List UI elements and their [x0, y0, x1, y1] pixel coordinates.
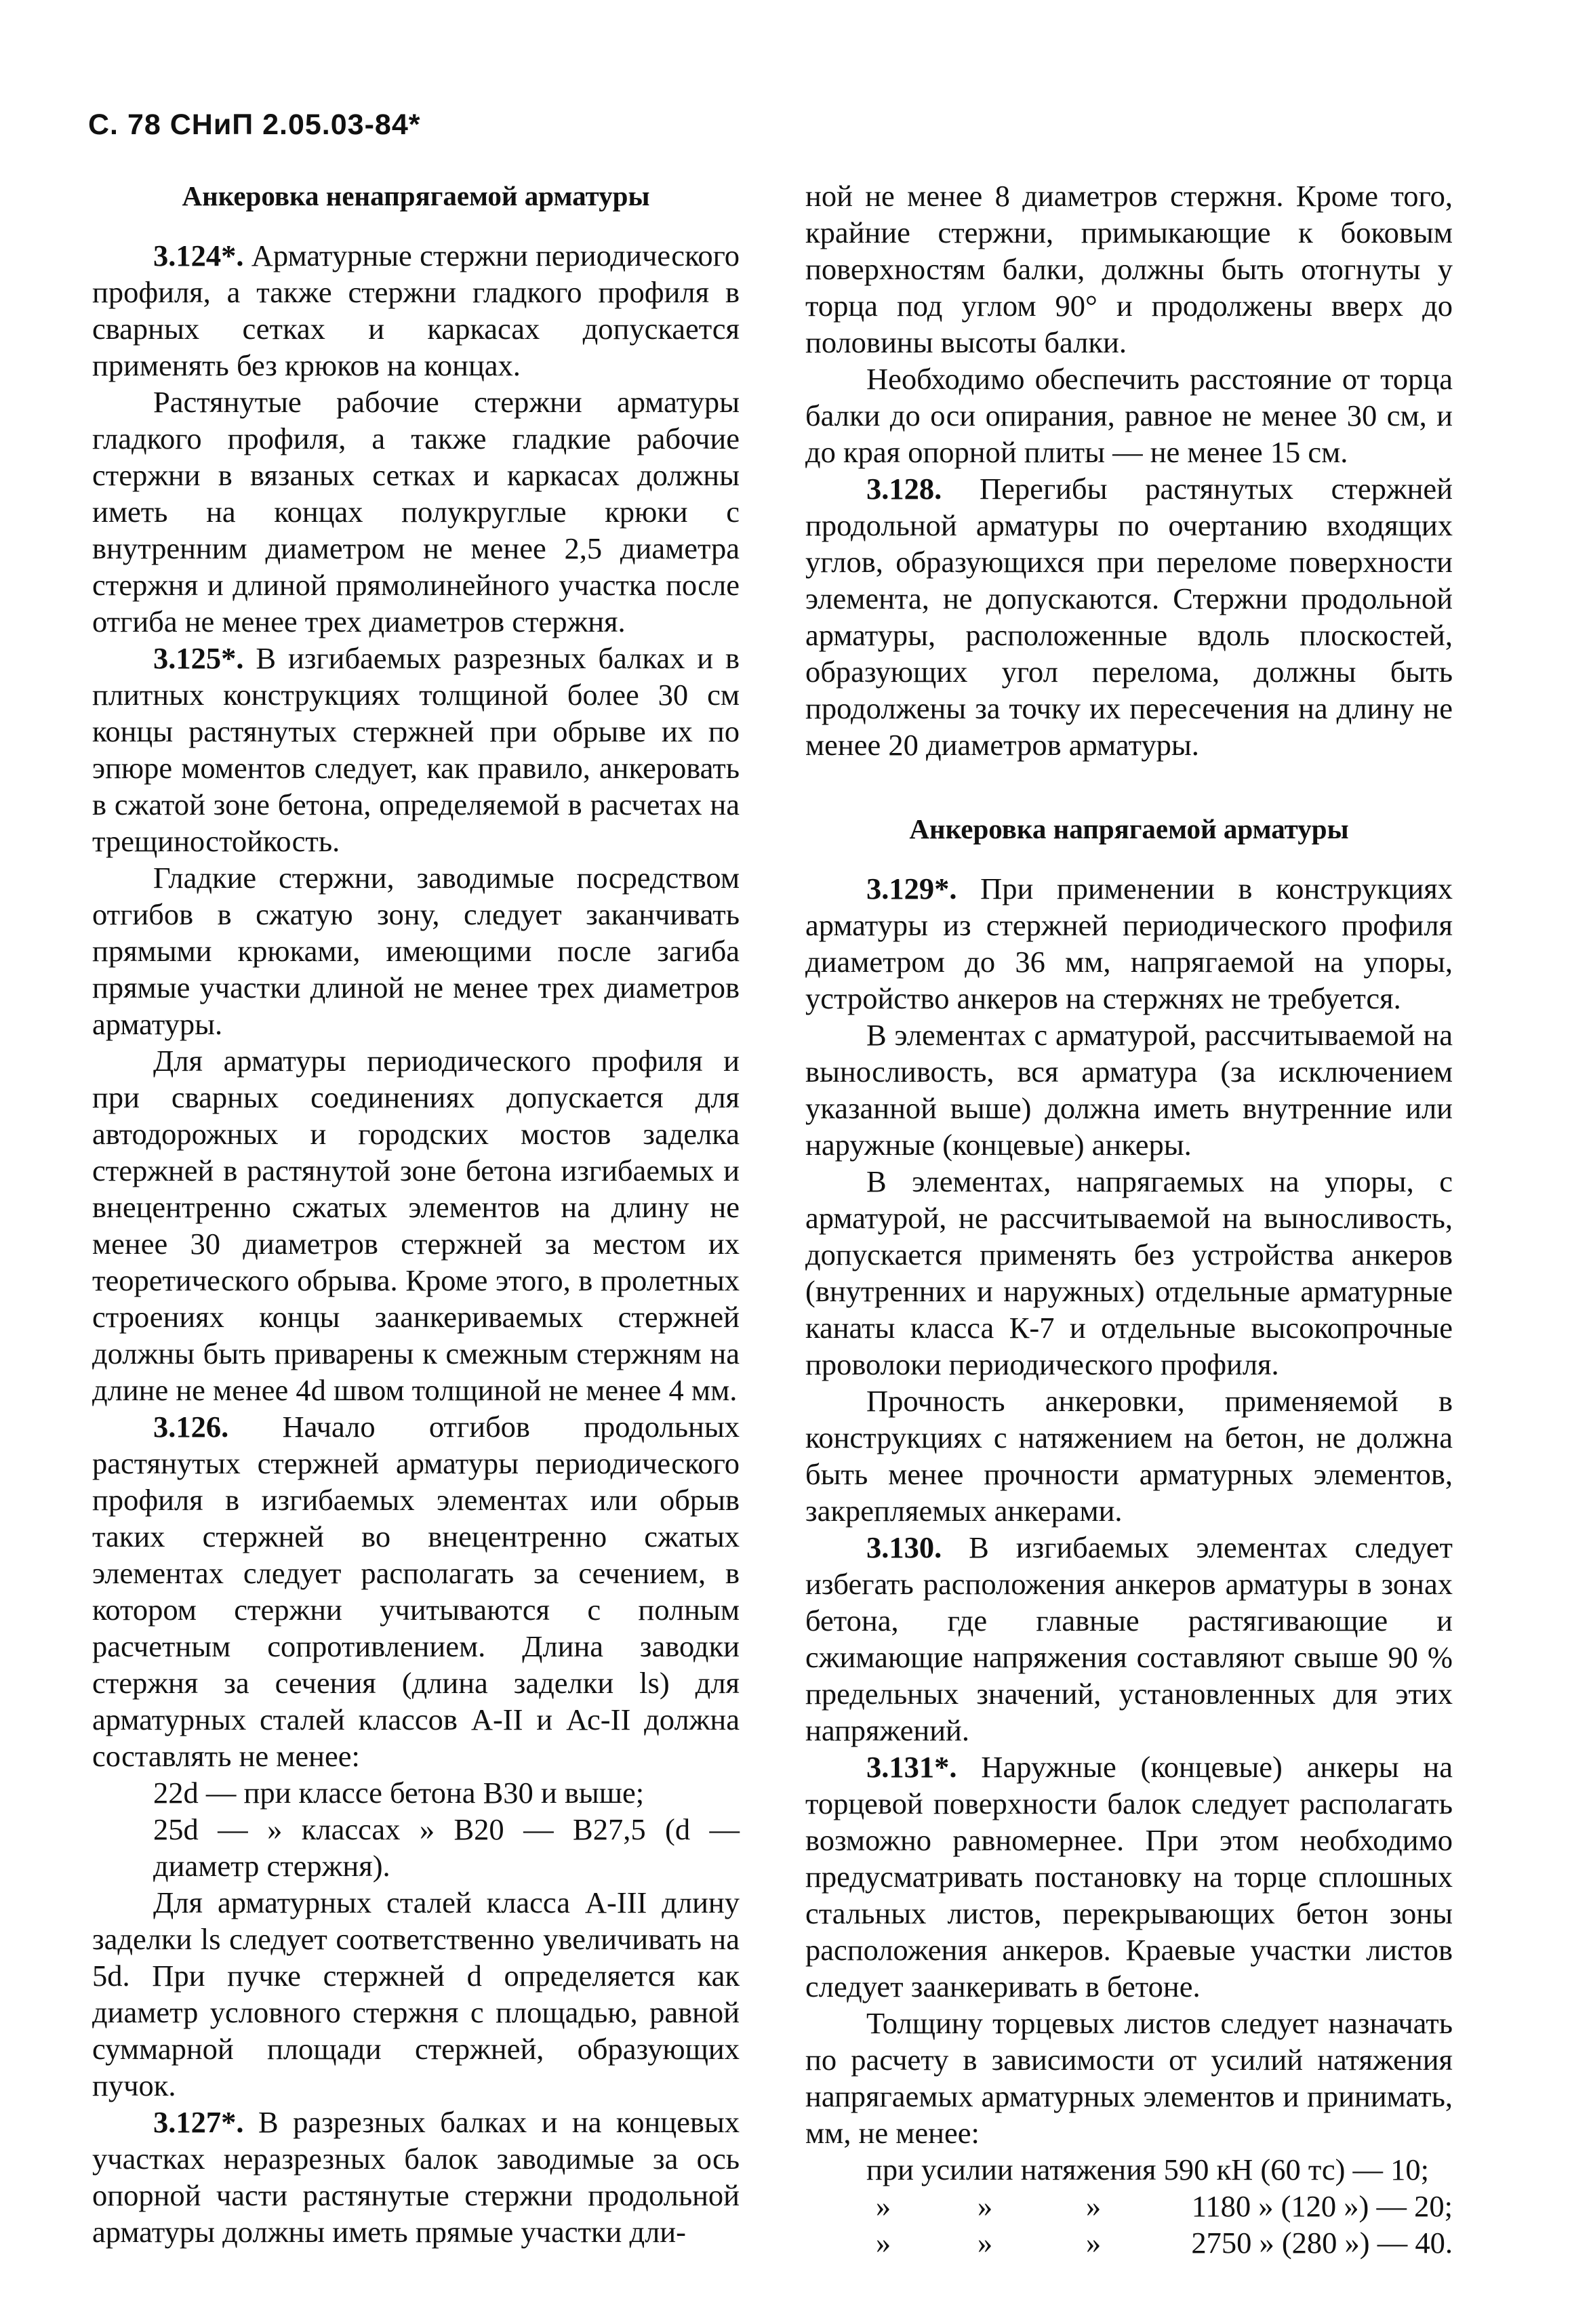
table-row: [805, 2224, 1453, 2261]
paragraph-3-128: [805, 470, 1453, 763]
paragraph-3-129: [805, 870, 1453, 1017]
table-cell: »: [875, 2226, 891, 2260]
paragraph-text: В разрезных балках и на концевых участках неразрезных балок заводимые за ось опорной части растянутые стержни продольной арматуры должны иметь прямые участки дли-: [92, 2105, 740, 2249]
plate-thickness-table: [805, 2151, 1453, 2261]
page-header: С. 78 СНиП 2.05.03-84*: [88, 108, 421, 141]
paragraph: Толщину торцевых листов следует назначать по расчету в зависимости от усилий натяжения напрягаемых арматурных элементов и принимать, мм, не менее:: [805, 2006, 1453, 2150]
paragraph-3-125: [92, 640, 740, 859]
table-cell: при усилии натяжения 590 кН (60 тс) — 10;: [866, 2153, 1430, 2186]
paragraph-text: Начало отгибов продольных растянутых стержней арматуры периодического профиля в изгибаемых элементах или обрыв таких стержней во внецентренно сжатых элементах следует располагать за сечением, в котором стержни учитываются с полным расчетным сопротивлением. Длина заводки стержня за сечения (длина заделки ls) для арматурных сталей классов А-II и Ас-II должна составлять не менее:: [92, 1410, 740, 1773]
paragraph: В элементах с арматурой, рассчитываемой на выносливость, вся арматура (за исключением указанной выше) должна иметь внутренние или наружные (концевые) анкеры.: [805, 1018, 1453, 1162]
clause-number: 3.126.: [153, 1410, 229, 1444]
clause-number: 3.130.: [866, 1530, 942, 1564]
clause-number: 3.128.: [866, 472, 942, 506]
section-heading-prestressed: Анкеровка напрягаемой арматуры: [909, 813, 1349, 844]
clause-number: 3.127*.: [153, 2105, 244, 2139]
table-cell: 1180 » (120 ») — 20;: [1191, 2189, 1453, 2223]
paragraph: Необходимо обеспечить расстояние от торца балки до оси опирания, равное не менее 30 см, и до края опорной плиты — не менее 15 см.: [805, 362, 1453, 469]
table-row: [805, 2151, 1453, 2188]
table-cell: 2750 » (280 ») — 40.: [1191, 2226, 1453, 2260]
paragraph: Гладкие стержни, заводимые посредством отгибов в сжатую зону, следует заканчивать прямыми крюками, имеющими после загиба прямые участки длиной не менее трех диаметров арматуры.: [92, 861, 740, 1041]
clause-number: 3.131*.: [866, 1750, 957, 1784]
paragraph-text: Наружные (концевые) анкеры на торцевой поверхности балок следует располагать возможно равномернее. При этом необходимо предусматривать постановку на торце сплошных стальных листов, перекрывающих бетон зоны расположения анкеров. Краевые участки листов следует заанкеривать в бетоне.: [805, 1750, 1453, 2003]
paragraph-text: Перегибы растянутых стержней продольной арматуры по очертанию входящих углов, образующихся при переломе поверхности элемента, не допускаются. Стержни продольной арматуры, расположенные вдоль плоскостей, образующих угол перелома, должны быть продолжены за точку их пересечения на длину не менее 20 диаметров арматуры.: [805, 472, 1453, 762]
list-line: 25d — » классах » В20 — В27,5 (d — диаметр стержня).: [153, 1812, 740, 1883]
paragraph-text: При применении в конструкциях арматуры из стержней периодического профиля диаметром до 36 мм, напрягаемой на упоры, устройство анкеров на стержнях не требуется.: [805, 872, 1453, 1015]
paragraph-text: В изгибаемых элементах следует избегать расположения анкеров арматуры в зонах бетона, где главные растягивающие и сжимающие напряжения составляют свыше 90 % предельных значений, установленных для этих напряжений.: [805, 1530, 1453, 1747]
table-cell: »: [977, 2189, 993, 2223]
paragraph-continued: ной не менее 8 диаметров стержня. Кроме того, крайние стержни, примыкающие к боковым поверхностям балки, должны быть отогнуты у торца под углом 90° и продолжены вверх до половины высоты балки.: [805, 179, 1453, 359]
table-cell: »: [875, 2189, 891, 2223]
paragraph-3-126: [92, 1408, 740, 1774]
clause-number: 3.125*.: [153, 641, 244, 675]
clause-number: 3.124*.: [153, 239, 244, 272]
paragraph-3-127: [92, 2104, 740, 2250]
paragraph-3-131: [805, 1749, 1453, 2005]
table-cell: »: [1085, 2226, 1102, 2260]
paragraph-text: В изгибаемых разрезных балках и в плитных конструкциях толщиной более 30 см концы растянутых стержней при обрыве их по эпюре моментов следует, как правило, анкеровать в сжатой зоне бетона, определяемой в расчетах на трещиностойкость.: [92, 641, 740, 858]
paragraph: Для арматурных сталей класса А-III длину заделки ls следует соответственно увеличивать на 5d. При пучке стержней d определяется как диаметр условного стержня с площадью, равной суммарной площади стержней, образующих пучок.: [92, 1885, 740, 2102]
clause-number: 3.129*.: [866, 872, 957, 905]
right-column: [805, 178, 1453, 2261]
paragraph-3-124: [92, 237, 740, 384]
paragraph: Растянутые рабочие стержни арматуры гладкого профиля, а также гладкие рабочие стержни в вязаных сетках и каркасах должны иметь на концах полукруглые крюки с внутренним диаметром не менее 2,5 диаметра стержня и длиной прямолинейного участка после отгиба не менее трех диаметров стержня.: [92, 385, 740, 638]
paragraph-3-130: [805, 1529, 1453, 1749]
left-column: [92, 178, 740, 2250]
paragraph: В элементах, напрягаемых на упоры, с арматурой, не рассчитываемой на выносливость, допускается применять без устройства анкеров (внутренних и наружных) отдельные арматурные канаты класса К-7 и отдельные высокопрочные проволоки периодического профиля.: [805, 1164, 1453, 1381]
table-cell: »: [977, 2226, 993, 2260]
paragraph: Для арматуры периодического профиля и при сварных соединениях допускается для автодорожных и городских мостов заделка стержней в растянутой зоне бетона изгибаемых и внецентренно сжатых элементов на длину не менее 30 диаметров стержней за местом их теоретического обрыва. Кроме этого, в пролетных строениях концы заанкериваемых стержней должны быть приварены к смежным стержням на длине не менее 4d швом толщиной не менее 4 мм.: [92, 1044, 740, 1407]
table-cell: »: [1085, 2189, 1102, 2223]
paragraph-text: Арматурные стержни периодического профиля, а также стержни гладкого профиля в сварных сетках и каркасах допускается применять без крюков на концах.: [92, 239, 740, 382]
paragraph: Прочность анкеровки, применяемой в конструкциях с натяжением на бетон, не должна быть менее прочности арматурных элементов, закрепляемых анкерами.: [805, 1384, 1453, 1528]
table-row: [805, 2188, 1453, 2224]
section-heading-non-prestressed: Анкеровка ненапрягаемой арматуры: [182, 180, 650, 211]
list-line: 22d — при классе бетона В30 и выше;: [153, 1776, 645, 1810]
